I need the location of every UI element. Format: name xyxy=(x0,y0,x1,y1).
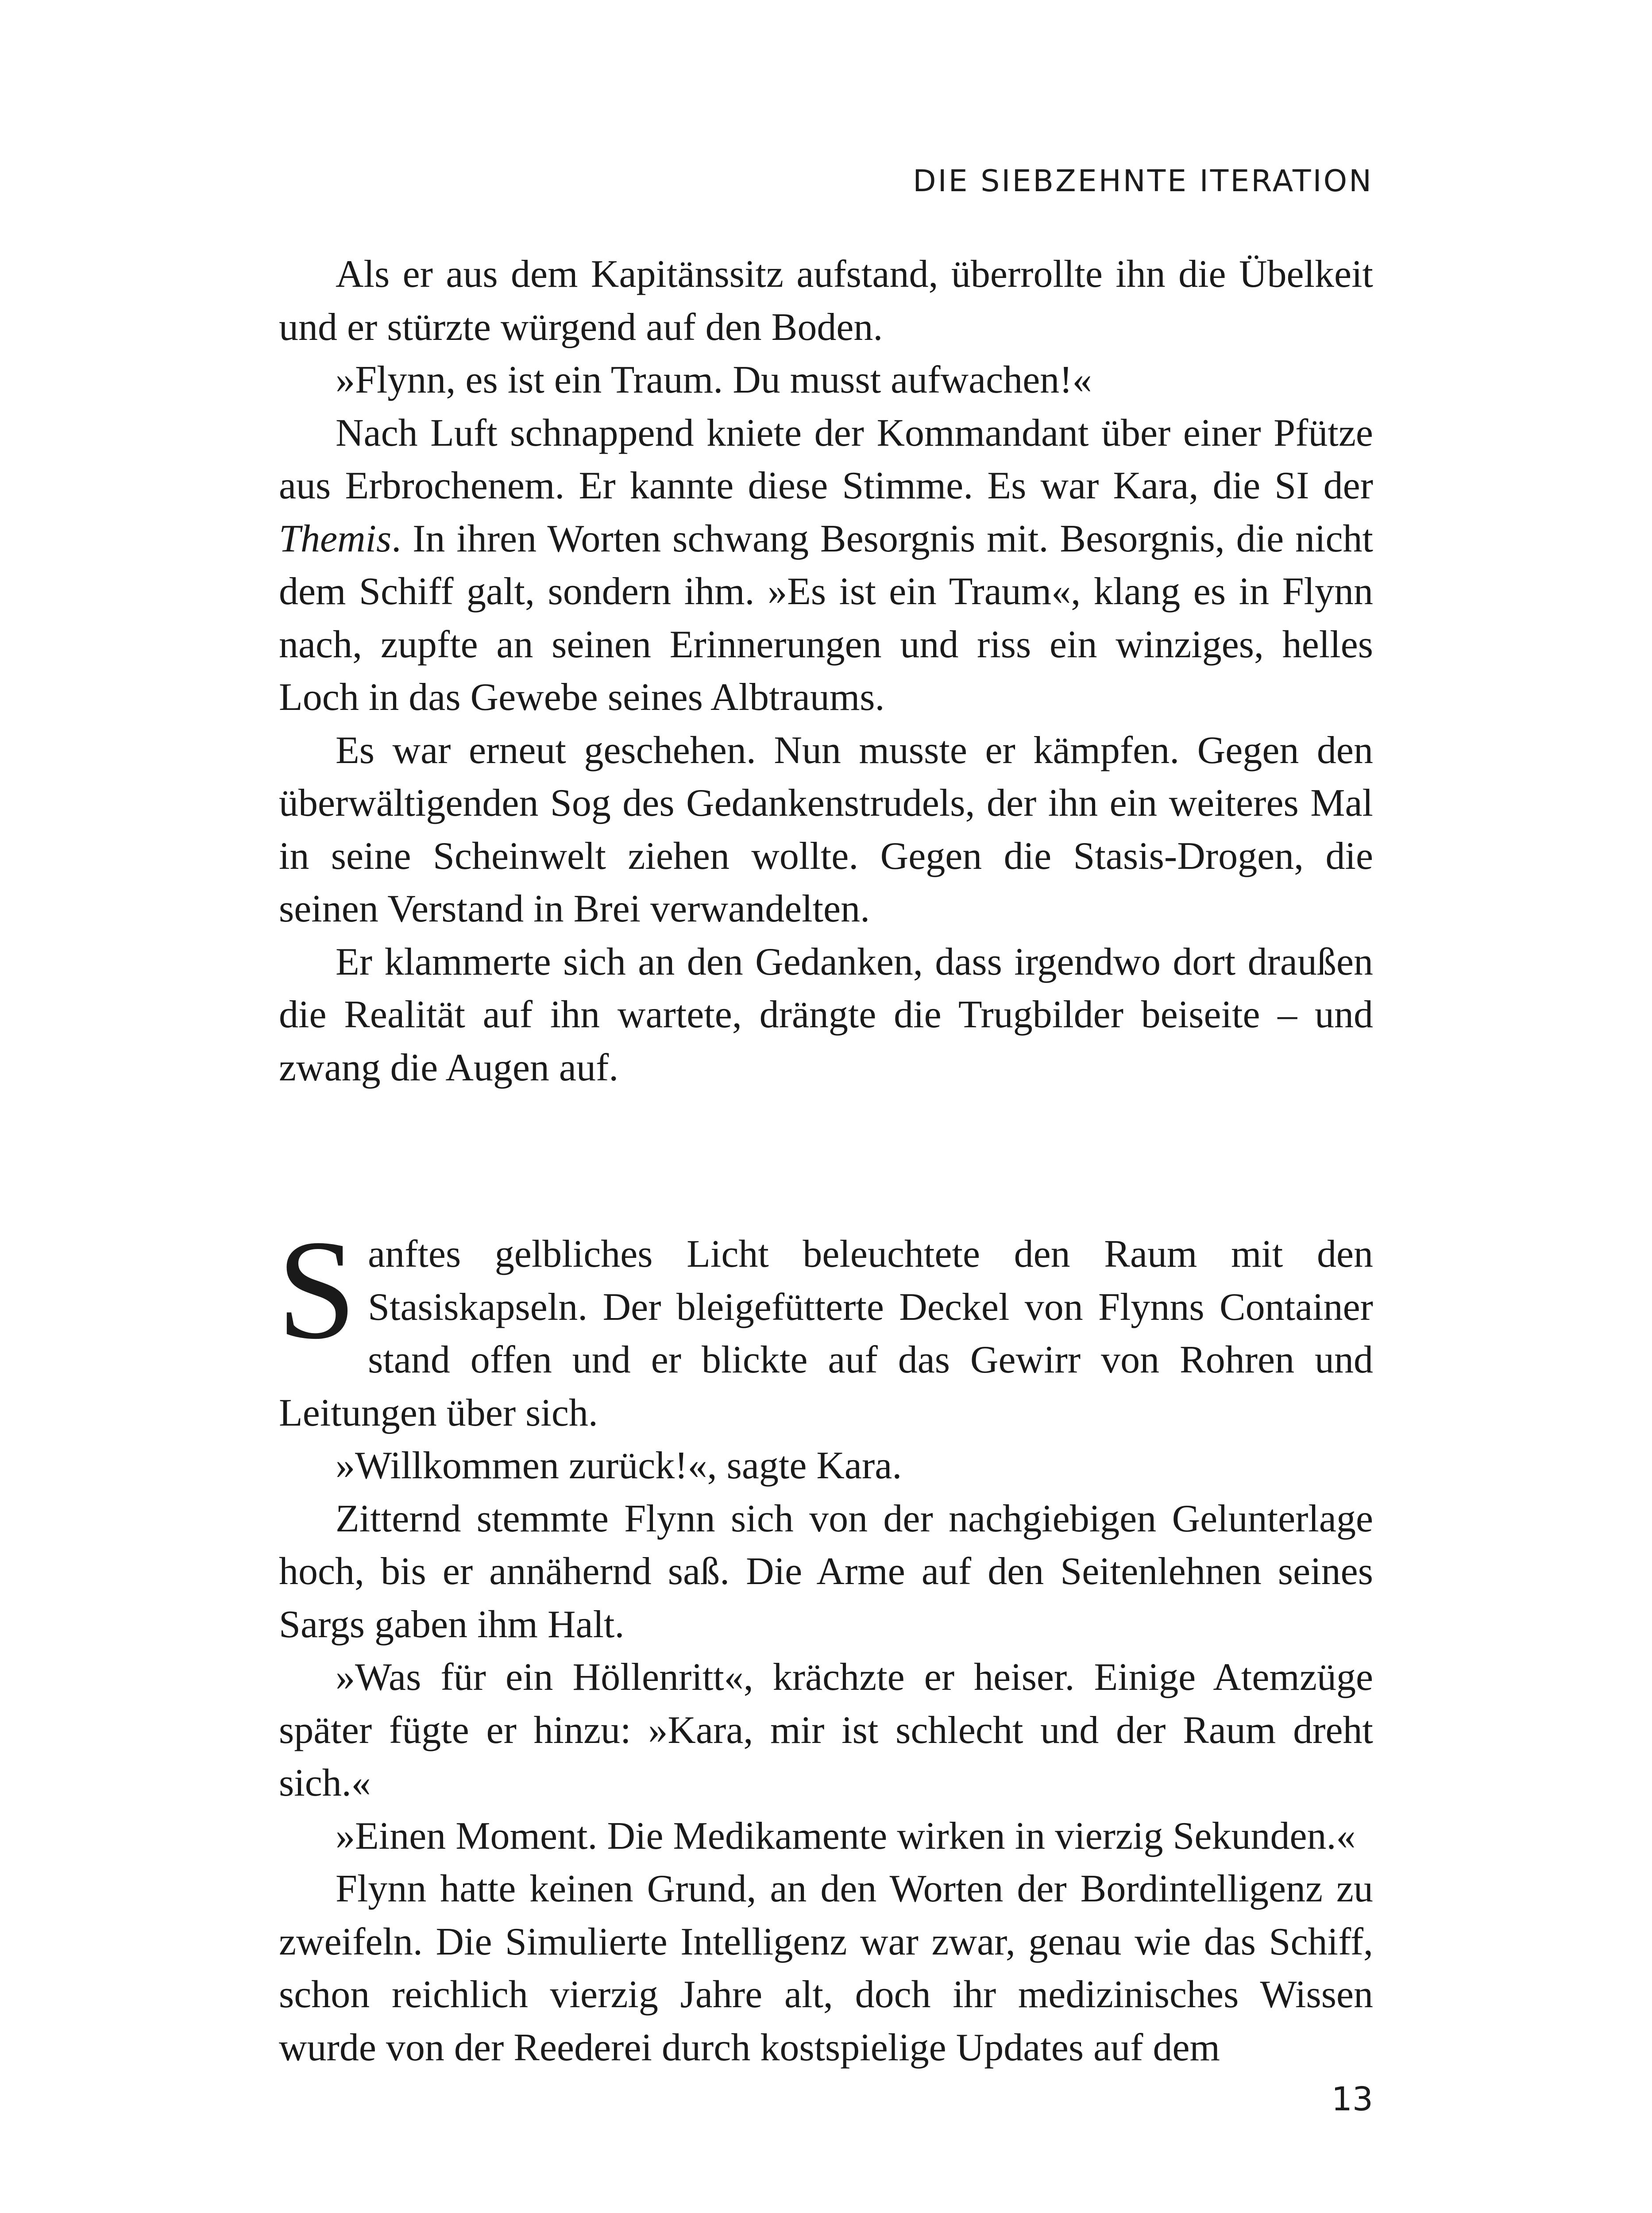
paragraph-text: . In ihren Worten schwang Besorgnis mit. Besorgnis, die nicht dem Schiff galt, sondern ihm. »Es ist ein Traum«, klang es in Flynn nach, zupfte an seinen Erinnerungen und riss ein winziges, helles Loch in das Gewebe seines Albtraums. xyxy=(279,517,1373,719)
paragraph: Als er aus dem Kapitänssitz aufstand, überrollte ihn die Übelkeit und er stürzte würgend auf den Boden. xyxy=(279,253,1373,349)
paragraph: Es war erneut geschehen. Nun musste er kämpfen. Gegen den überwältigenden Sog des Gedankenstrudels, der ihn ein weiteres Mal in seine Scheinwelt ziehen wollte. Gegen die Stasis-Drogen, die seinen Verstand in Brei verwandelten. xyxy=(279,729,1373,930)
page-number: 13 xyxy=(1331,2080,1373,2118)
ship-name: Themis xyxy=(279,517,392,560)
drop-cap: S xyxy=(277,1211,357,1369)
paragraph: Flynn hatte keinen Grund, an den Worten der Bordintelligenz zu zweifeln. Die Simulierte Intelligenz war zwar, genau wie das Schiff, schon reichlich vierzig Jahre alt, doch ihr medizinisches Wissen wurde von der Reederei durch kostspielige Updates auf dem xyxy=(279,1867,1373,2069)
paragraph: »Was für ein Höllenritt«, krächzte er heiser. Einige Atemzüge später fügte er hinzu: »Kara, mir ist schlecht und der Raum dreht sich.« xyxy=(279,1656,1373,1804)
paragraph: Zitternd stemmte Flynn sich von der nachgiebigen Gelunterlage hoch, bis er annähernd saß. Die Arme auf den Seitenlehnen seines Sargs gaben ihm Halt. xyxy=(279,1497,1373,1646)
paragraph-text: anftes gelbliches Licht beleuchtete den Raum mit den Stasiskapseln. Der bleigefütterte Deckel von Flynns Container stand offen und er blickte auf das Gewirr von Rohren und Leitungen über sich. xyxy=(279,1233,1373,1434)
body-text xyxy=(279,248,1373,2074)
paragraph xyxy=(279,407,1373,724)
paragraph: »Flynn, es ist ein Traum. Du musst aufwachen!« xyxy=(336,359,1092,401)
paragraph: »Einen Moment. Die Medikamente wirken in vierzig Sekunden.« xyxy=(336,1814,1356,1858)
paragraph: Er klammerte sich an den Gedanken, dass irgendwo dort draußen die Realität auf ihn wartete, drängte die Trugbilder beiseite – und zwang die Augen auf. xyxy=(279,940,1373,1089)
running-header: DIE SIEBZEHNTE ITERATION xyxy=(913,164,1373,199)
section-break xyxy=(279,1094,1373,1228)
paragraph: »Willkommen zurück!«, sagte Kara. xyxy=(336,1444,902,1487)
paragraph-with-dropcap xyxy=(277,1211,1373,1439)
paragraph-text: Nach Luft schnappend kniete der Kommandant über einer Pfütze aus Erbrochenem. Er kannte diese Stimme. Es war Kara, die SI der xyxy=(279,411,1373,507)
